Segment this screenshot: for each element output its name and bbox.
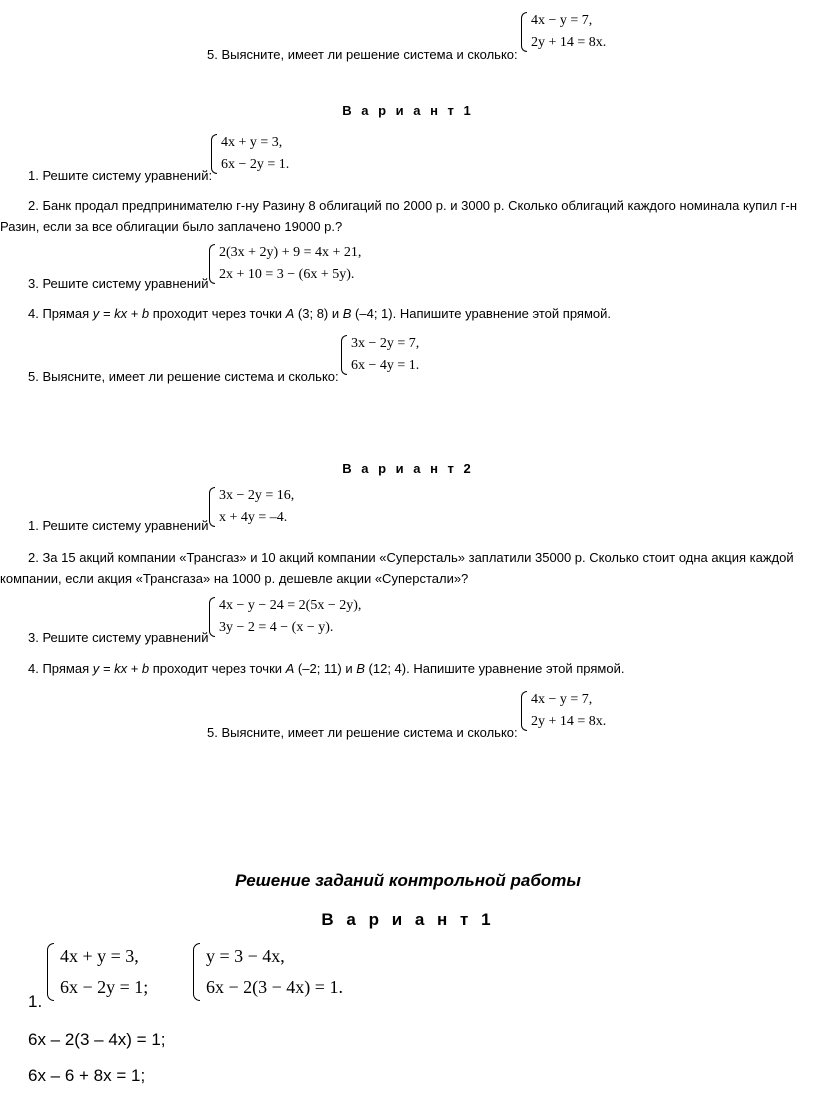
- top-task5-text: 5. Выясните, имеет ли решение система и сколько:: [207, 47, 518, 62]
- task4-prefix: 4. Прямая: [28, 306, 93, 321]
- equation: 2y + 14 = 8x.: [531, 35, 607, 50]
- equation: 6x − 4y = 1.: [351, 358, 420, 373]
- equation: 4x − y = 7,: [531, 692, 593, 707]
- v1-task1-text: 1. Решите систему уравнений:: [28, 168, 213, 183]
- line-equation: y = kx + b: [92, 306, 150, 321]
- top-task5-system: [520, 10, 606, 54]
- point-b-coords: (–4; 1). Напишите уравнение этой прямой.: [351, 306, 611, 321]
- solution-system-a: [46, 941, 148, 1003]
- equation: 6x − 2y = 1;: [60, 977, 149, 997]
- v2-task1-text: 1. Решите систему уравнений: [28, 518, 209, 533]
- equation: 3y − 2 = 4 − (x − y).: [219, 620, 334, 635]
- solution-variant-heading: В а р и а н т 1: [321, 910, 495, 929]
- equation: 2(3x + 2y) + 9 = 4x + 21,: [219, 245, 362, 260]
- point-a-coords: (3; 8) и: [294, 306, 343, 321]
- line-equation: y = kx + b: [92, 661, 150, 676]
- point-a-coords: (–2; 11) и: [294, 661, 357, 676]
- v1-task3-text: 3. Решите систему уравнений: [28, 276, 209, 291]
- v2-task5-text: 5. Выясните, имеет ли решение система и сколько:: [207, 725, 518, 740]
- solution-number: 1.: [28, 992, 43, 1011]
- equation: 3x − 2y = 16,: [219, 488, 295, 503]
- equation: x + 4y = –4.: [219, 510, 288, 525]
- equation: 3x − 2y = 7,: [351, 336, 420, 351]
- v1-task2-line1: 2. Банк продал предпринимателю г-ну Разину 8 облигаций по 2000 р. и 3000 р. Сколько облигаций каждого номинала купил г-н: [28, 198, 798, 213]
- v2-task3-system: [208, 595, 361, 639]
- point-b-label: B: [356, 661, 365, 676]
- equation: 4x − y = 7,: [531, 13, 593, 28]
- v1-task1-system: [210, 132, 289, 176]
- point-a-label: A: [285, 661, 295, 676]
- v2-task5-system: [520, 689, 606, 733]
- solution-system-b: [192, 941, 343, 1003]
- v2-task1-system: [208, 485, 294, 529]
- equation: 4x + y = 3,: [60, 946, 139, 966]
- variant1-heading: В а р и а н т 1: [342, 103, 474, 118]
- v1-task4: [28, 306, 611, 322]
- equation: 4x − y − 24 = 2(5x − 2y),: [219, 598, 362, 613]
- equation: 6x − 2y = 1.: [221, 157, 290, 172]
- point-a-label: A: [285, 306, 295, 321]
- equation: 6x − 2(3 − 4x) = 1.: [206, 977, 343, 997]
- v1-task5-system: [340, 333, 419, 377]
- solution-step-1: 6x – 2(3 – 4x) = 1;: [28, 1030, 166, 1049]
- v2-task2-line1: 2. За 15 акций компании «Трансгаз» и 10 акций компании «Суперсталь» заплатили 35000 р. Сколько стоит одна акция каждой: [28, 550, 794, 565]
- v1-task3-system: [208, 242, 361, 286]
- task4-rest: проходит через точки: [149, 661, 286, 676]
- task4-prefix: 4. Прямая: [28, 661, 93, 676]
- equation: 2x + 10 = 3 − (6x + 5y).: [219, 267, 355, 282]
- v2-task4: [28, 661, 624, 677]
- variant2-heading: В а р и а н т 2: [342, 461, 474, 476]
- solution-step-2: 6x – 6 + 8x = 1;: [28, 1066, 146, 1085]
- task4-rest: проходит через точки: [149, 306, 286, 321]
- v2-task2-line2: компании, если акция «Трансгаза» на 1000 р. дешевле акции «Суперстали»?: [0, 571, 469, 586]
- v1-task5-text: 5. Выясните, имеет ли решение система и сколько:: [28, 369, 339, 384]
- solution-title: Решение заданий контрольной работы: [235, 871, 581, 890]
- equation: 2y + 14 = 8x.: [531, 714, 607, 729]
- equation: y = 3 − 4x,: [206, 946, 285, 966]
- point-b-coords: (12; 4). Напишите уравнение этой прямой.: [364, 661, 625, 676]
- point-b-label: B: [342, 306, 352, 321]
- equation: 4x + y = 3,: [221, 135, 283, 150]
- v1-task2-line2: Разин, если за все облигации было заплачено 19000 р.?: [0, 219, 343, 234]
- v2-task3-text: 3. Решите систему уравнений: [28, 630, 209, 645]
